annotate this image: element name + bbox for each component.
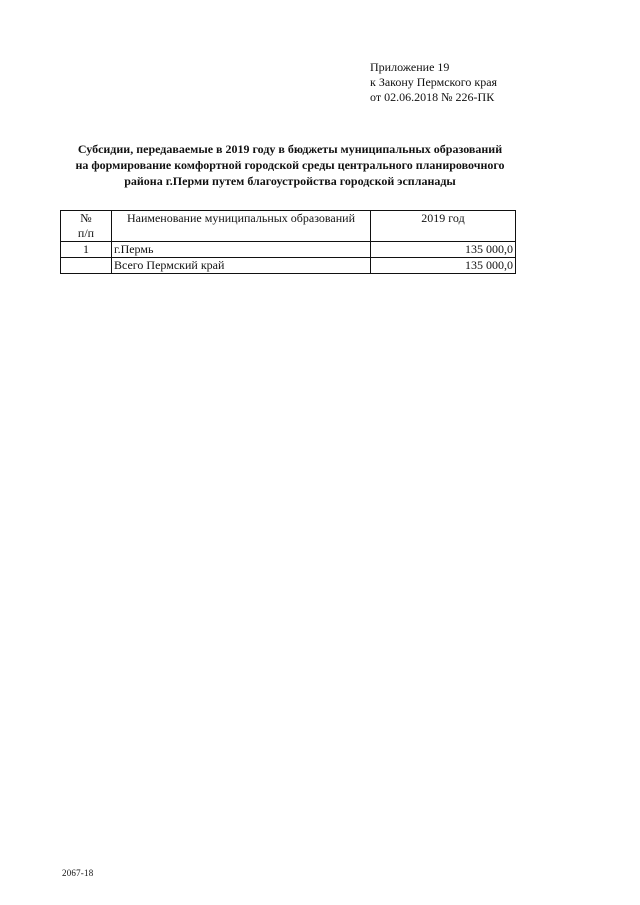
title-line-1: Субсидии, передаваемые в 2019 году в бюджеты муниципальных образований <box>77 142 503 156</box>
row-name: г.Пермь <box>112 242 371 258</box>
header-number <box>61 211 112 242</box>
appendix-line-2: к Закону Пермского края <box>370 75 498 89</box>
title-line-2: на формирование комфортной городской среды центрального планировочного <box>75 158 505 172</box>
subsidy-table <box>60 210 516 274</box>
document-code: 2067-18 <box>62 868 94 878</box>
header-number-line-1: № <box>80 211 92 225</box>
table-header-row <box>61 211 516 242</box>
header-number-line-2: п/п <box>77 226 95 240</box>
appendix-line-3: от 02.06.2018 № 226-ПК <box>370 90 495 104</box>
row-number: 1 <box>61 242 112 258</box>
header-name: Наименование муниципальных образований <box>112 211 371 242</box>
title-line-3: района г.Перми путем благоустройства городской эспланады <box>124 174 456 188</box>
row-name: Всего Пермский край <box>112 258 371 274</box>
appendix-line-1: Приложение 19 <box>370 60 450 74</box>
table-row-total <box>61 258 516 274</box>
row-amount: 135 000,0 <box>371 258 516 274</box>
table-row <box>61 242 516 258</box>
header-year: 2019 год <box>371 211 516 242</box>
row-number <box>61 258 112 274</box>
appendix-block <box>370 60 570 105</box>
row-amount: 135 000,0 <box>371 242 516 258</box>
document-title <box>60 141 520 189</box>
